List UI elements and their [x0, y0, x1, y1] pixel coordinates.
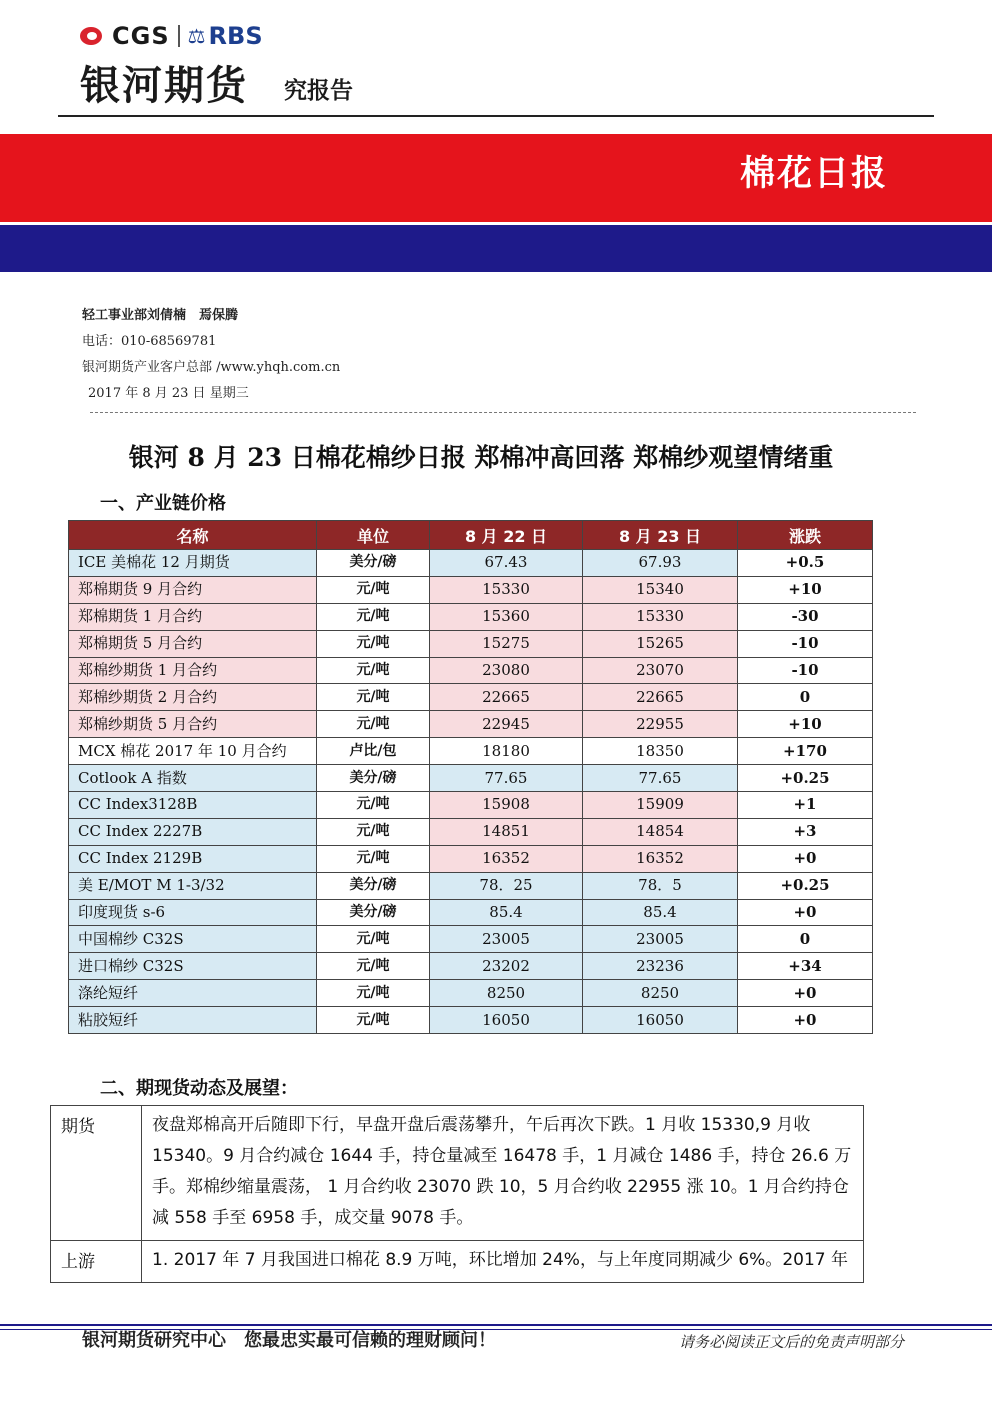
table-row — [69, 926, 873, 953]
article-title: 银河 8 月 23 日棉花棉纱日报 郑棉冲高回落 郑棉纱观望情绪重 — [128, 443, 834, 472]
table-row — [69, 899, 873, 926]
change-value-cell: +10 — [738, 711, 873, 738]
unit-cell: 美分/磅 — [317, 550, 430, 577]
change-value-cell: +34 — [738, 953, 873, 980]
header-divider — [58, 115, 934, 117]
name-cell: ICE 美棉花 12 月期货 — [69, 550, 317, 577]
aug23-value-cell: 16352 — [583, 845, 738, 872]
table-row — [69, 603, 873, 630]
aug22-value-cell: 78．25 — [430, 872, 583, 899]
aug22-value-cell: 15908 — [430, 792, 583, 819]
aug23-value-cell: 22955 — [583, 711, 738, 738]
dynamics-label: 上游 — [51, 1241, 142, 1283]
unit-cell: 元/吨 — [317, 792, 430, 819]
aug22-value-cell: 67.43 — [430, 550, 583, 577]
aug23-value-cell: 23005 — [583, 926, 738, 953]
table-row — [69, 818, 873, 845]
change-value-cell: +10 — [738, 576, 873, 603]
dynamics-text: 夜盘郑棉高开后随即下行，早盘开盘后震荡攀升，午后再次下跌。1 月收 15330,9 月收 15340。9 月合约减仓 1644 手，持仓量减至 16478 手，1 月减仓 1486 手，持仓 26.6 万手。郑棉纱缩量震荡， 1 月合约收 23070 跌 10，5 月合约收 22955 涨 10。1 月合约持仓减 558 手至 6958 手，成交量 9078 手。 — [142, 1106, 864, 1241]
name-cell: CC Index 2129B — [69, 845, 317, 872]
aug23-value-cell: 22665 — [583, 684, 738, 711]
dashed-divider — [90, 412, 916, 413]
aug22-value-cell: 22665 — [430, 684, 583, 711]
unit-cell: 元/吨 — [317, 684, 430, 711]
name-cell: Cotlook A 指数 — [69, 765, 317, 792]
col-header-change: 涨跌 — [738, 521, 873, 550]
name-cell: 粘胶短纤 — [69, 1007, 317, 1034]
dynamics-table — [50, 1105, 864, 1283]
col-header-aug22: 8 月 22 日 — [430, 521, 583, 550]
title-banner-blue — [0, 225, 992, 272]
unit-cell: 元/吨 — [317, 657, 430, 684]
name-cell: CC Index 2227B — [69, 818, 317, 845]
aug22-value-cell: 23005 — [430, 926, 583, 953]
unit-cell: 元/吨 — [317, 711, 430, 738]
unit-cell: 卢比/包 — [317, 738, 430, 765]
section-heading-prices: 一、产业链价格 — [100, 493, 226, 514]
brand-name: 银河期货 — [80, 63, 248, 109]
change-value-cell: +0 — [738, 899, 873, 926]
aug23-value-cell: 23236 — [583, 953, 738, 980]
unit-cell: 元/吨 — [317, 953, 430, 980]
table-row — [69, 953, 873, 980]
company-logo — [80, 20, 263, 52]
change-value-cell: +0 — [738, 845, 873, 872]
aug22-value-cell: 15275 — [430, 630, 583, 657]
name-cell: MCX 棉花 2017 年 10 月合约 — [69, 738, 317, 765]
change-value-cell: +0.25 — [738, 872, 873, 899]
aug22-value-cell: 22945 — [430, 711, 583, 738]
change-value-cell: -30 — [738, 603, 873, 630]
footer-slogan: 银河期货研究中心 您最忠实最可信赖的理财顾问！ — [82, 1330, 496, 1351]
unit-cell: 元/吨 — [317, 603, 430, 630]
name-cell: 中国棉纱 C32S — [69, 926, 317, 953]
table-row — [69, 630, 873, 657]
rbs-logo-icon: ⚖ — [187, 24, 206, 48]
name-cell: 郑棉纱期货 5 月合约 — [69, 711, 317, 738]
col-header-aug23: 8 月 23 日 — [583, 521, 738, 550]
name-cell: 郑棉期货 5 月合约 — [69, 630, 317, 657]
unit-cell: 元/吨 — [317, 818, 430, 845]
table-row — [69, 684, 873, 711]
logo-rbs-text: RBS — [208, 22, 263, 50]
change-value-cell: +0 — [738, 980, 873, 1007]
name-cell: 美 E/MOT M 1-3/32 — [69, 872, 317, 899]
unit-cell: 元/吨 — [317, 1007, 430, 1034]
aug23-value-cell: 15340 — [583, 576, 738, 603]
unit-cell: 美分/磅 — [317, 765, 430, 792]
table-row — [69, 792, 873, 819]
table-row — [69, 657, 873, 684]
name-cell: 郑棉期货 9 月合约 — [69, 576, 317, 603]
footer-disclaimer: 请务必阅读正文后的免责声明部分 — [678, 1333, 904, 1351]
col-header-name: 名称 — [69, 521, 317, 550]
author-line: 轻工事业部刘倩楠 焉保腾 — [82, 308, 239, 323]
table-row — [69, 845, 873, 872]
aug22-value-cell: 14851 — [430, 818, 583, 845]
aug22-value-cell: 8250 — [430, 980, 583, 1007]
change-value-cell: +1 — [738, 792, 873, 819]
unit-cell: 元/吨 — [317, 576, 430, 603]
aug22-value-cell: 16050 — [430, 1007, 583, 1034]
table-row — [69, 765, 873, 792]
unit-cell: 元/吨 — [317, 845, 430, 872]
aug23-value-cell: 14854 — [583, 818, 738, 845]
unit-cell: 美分/磅 — [317, 899, 430, 926]
change-value-cell: 0 — [738, 926, 873, 953]
aug23-value-cell: 78．5 — [583, 872, 738, 899]
change-value-cell: -10 — [738, 657, 873, 684]
unit-cell: 元/吨 — [317, 980, 430, 1007]
table-row — [69, 711, 873, 738]
dynamics-label: 期货 — [51, 1106, 142, 1241]
price-table — [68, 520, 873, 1034]
phone-line: 电话：010-68569781 — [82, 334, 217, 349]
aug23-value-cell: 15909 — [583, 792, 738, 819]
unit-cell: 美分/磅 — [317, 872, 430, 899]
table-row — [69, 576, 873, 603]
name-cell: 涤纶短纤 — [69, 980, 317, 1007]
aug22-value-cell: 23202 — [430, 953, 583, 980]
aug23-value-cell: 16050 — [583, 1007, 738, 1034]
brand-subtitle: 究报告 — [284, 78, 353, 104]
logo-cgs-text: CGS — [112, 22, 170, 50]
name-cell: 郑棉纱期货 2 月合约 — [69, 684, 317, 711]
date-line: 2017 年 8 月 23 日 星期三 — [88, 386, 249, 401]
unit-cell: 元/吨 — [317, 630, 430, 657]
aug22-value-cell: 18180 — [430, 738, 583, 765]
aug22-value-cell: 15360 — [430, 603, 583, 630]
table-row — [69, 738, 873, 765]
dynamics-text: 1. 2017 年 7 月我国进口棉花 8.9 万吨，环比增加 24%，与上年度同期减少 6%。2017 年 — [142, 1241, 864, 1283]
name-cell: 进口棉纱 C32S — [69, 953, 317, 980]
change-value-cell: -10 — [738, 630, 873, 657]
aug23-value-cell: 15265 — [583, 630, 738, 657]
table-row — [69, 980, 873, 1007]
name-cell: 印度现货 s-6 — [69, 899, 317, 926]
aug23-value-cell: 23070 — [583, 657, 738, 684]
aug23-value-cell: 85.4 — [583, 899, 738, 926]
aug23-value-cell: 8250 — [583, 980, 738, 1007]
name-cell: 郑棉纱期货 1 月合约 — [69, 657, 317, 684]
change-value-cell: +0 — [738, 1007, 873, 1034]
change-value-cell: 0 — [738, 684, 873, 711]
change-value-cell: +0.25 — [738, 765, 873, 792]
change-value-cell: +170 — [738, 738, 873, 765]
table-row — [69, 872, 873, 899]
table-row — [51, 1241, 864, 1283]
aug23-value-cell: 18350 — [583, 738, 738, 765]
aug23-value-cell: 67.93 — [583, 550, 738, 577]
table-row — [69, 1007, 873, 1034]
section-heading-dynamics: 二、期现货动态及展望： — [100, 1078, 298, 1099]
unit-cell: 元/吨 — [317, 926, 430, 953]
logo-separator — [178, 25, 180, 47]
table-row — [69, 550, 873, 577]
website-line: 银河期货产业客户总部 /www.yhqh.com.cn — [82, 360, 341, 375]
aug23-value-cell: 77.65 — [583, 765, 738, 792]
aug23-value-cell: 15330 — [583, 603, 738, 630]
name-cell: 郑棉期货 1 月合约 — [69, 603, 317, 630]
change-value-cell: +0.5 — [738, 550, 873, 577]
table-header-row — [69, 521, 873, 550]
change-value-cell: +3 — [738, 818, 873, 845]
aug22-value-cell: 85.4 — [430, 899, 583, 926]
aug22-value-cell: 23080 — [430, 657, 583, 684]
col-header-unit: 单位 — [317, 521, 430, 550]
table-row — [51, 1106, 864, 1241]
aug22-value-cell: 77.65 — [430, 765, 583, 792]
cgs-logo-icon — [80, 25, 108, 47]
report-title: 棉花日报 — [739, 154, 888, 194]
name-cell: CC Index3128B — [69, 792, 317, 819]
aug22-value-cell: 15330 — [430, 576, 583, 603]
aug22-value-cell: 16352 — [430, 845, 583, 872]
